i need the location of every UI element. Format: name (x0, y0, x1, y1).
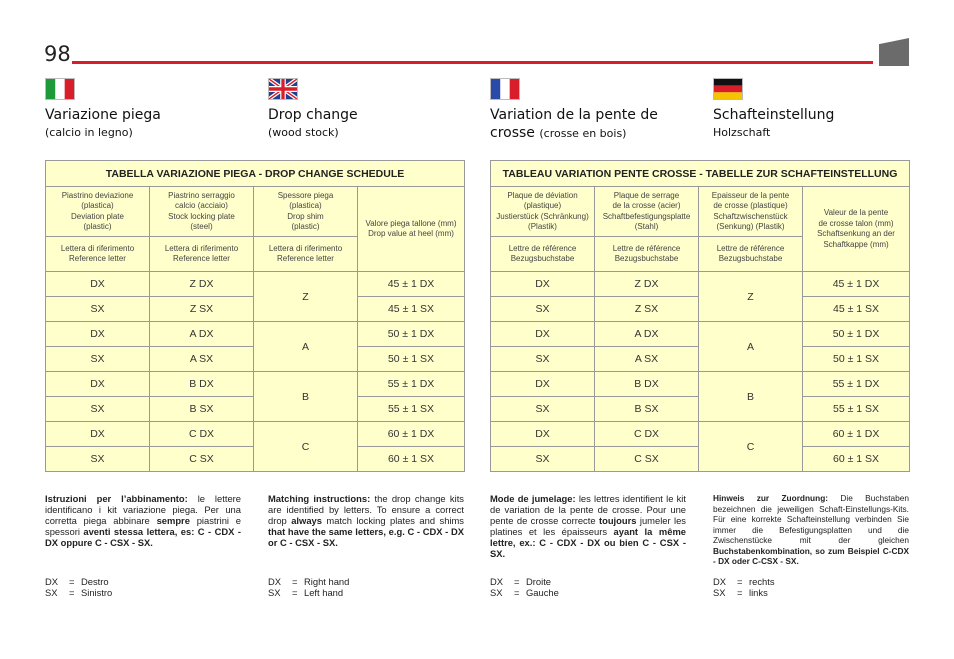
table-row (491, 272, 910, 297)
note-bold-text: Hinweis zur Zuordnung: (713, 493, 829, 503)
drop-value-cell: 50 ± 1 DX (358, 322, 465, 347)
deviation-plate-cell: SX (46, 397, 150, 422)
table-title-row (46, 161, 465, 187)
column-header-4 (803, 187, 910, 272)
locking-plate-cell: C DX (595, 422, 699, 447)
table-row (491, 422, 910, 447)
note-bold-text: toujours (598, 515, 637, 526)
reference-letter-header (254, 237, 358, 272)
locking-plate-cell: A SX (150, 347, 254, 372)
instructions-en (268, 493, 464, 548)
note-text: Die Buchstaben bezeichnen die jeweiligen Schaft-Einstellungs-Kits. Für eine korrekte Schafteinstellung verbinden Sie immer die Befestigungsplatten und die Zwischenstücke mit der gleichen (713, 493, 909, 545)
deviation-plate-cell: SX (46, 347, 150, 372)
column-header-line: Plaque de déviation (507, 190, 578, 200)
drop-value-cell: 45 ± 1 DX (803, 272, 910, 297)
reference-letter-line: Lettre de référence (716, 243, 785, 253)
note-bold-text: Mode de jumelage: (490, 493, 576, 504)
deviation-plate-cell: SX (491, 397, 595, 422)
legend-value: Right hand (304, 576, 350, 587)
reference-letter-line: Lettera di riferimento (268, 243, 343, 253)
shim-letter-cell: B (699, 372, 803, 422)
locking-plate-cell: C DX (150, 422, 254, 447)
reference-letter-line: Bezugsbuchstabe (718, 254, 783, 263)
table-row (491, 372, 910, 397)
deviation-plate-cell: SX (491, 347, 595, 372)
italy-flag-icon (45, 78, 75, 100)
title-fr-sub: (crosse en bois) (539, 127, 627, 140)
reference-letter-header (595, 237, 699, 272)
table-header-row (491, 187, 910, 237)
legend-fr (490, 576, 559, 598)
page-number: 98 (44, 42, 71, 66)
column-header-line: Piastrino serraggio (168, 190, 235, 200)
deviation-plate-cell: DX (46, 322, 150, 347)
legend-row (268, 587, 349, 598)
table-title: TABELLA VARIAZIONE PIEGA - DROP CHANGE SCHEDULE (46, 161, 465, 187)
france-flag-icon (490, 78, 520, 100)
drop-value-cell: 60 ± 1 DX (358, 422, 465, 447)
column-header-line: Valeur de la pente (823, 208, 889, 217)
title-it-main: Variazione piega (45, 107, 161, 123)
table-row (46, 372, 465, 397)
table-row (491, 322, 910, 347)
title-de (713, 106, 834, 142)
shim-letter-cell: C (699, 422, 803, 472)
locking-plate-cell: B DX (150, 372, 254, 397)
shim-letter-cell: Z (699, 272, 803, 322)
title-en (268, 106, 358, 142)
column-header-line: Stock locking plate (168, 211, 235, 221)
column-header-line: (steel) (190, 222, 213, 231)
shim-letter-cell: Z (254, 272, 358, 322)
legend-key: SX (713, 587, 726, 598)
reference-letter-line: Reference letter (173, 254, 230, 263)
drop-value-cell: 60 ± 1 SX (803, 447, 910, 472)
column-header-line: Plaque de serrage (613, 190, 680, 200)
drop-value-cell: 50 ± 1 SX (803, 347, 910, 372)
drop-value-cell: 60 ± 1 DX (803, 422, 910, 447)
instructions-fr (490, 493, 686, 559)
drop-value-cell: 45 ± 1 SX (803, 297, 910, 322)
locking-plate-cell: B SX (595, 397, 699, 422)
deviation-plate-cell: DX (46, 422, 150, 447)
instructions-it (45, 493, 241, 548)
note-bold-text: aventi stessa lettera, es: C - CDX - DX oppure C - CSX - SX. (45, 526, 241, 548)
locking-plate-cell: Z DX (150, 272, 254, 297)
legend-equals: = (69, 587, 75, 598)
note-text: piastrini e spessori (45, 515, 241, 537)
legend-equals: = (737, 576, 743, 587)
table-title-row (491, 161, 910, 187)
legend-value: rechts (749, 576, 775, 587)
legend-row (490, 587, 559, 598)
drop-value-cell: 60 ± 1 SX (358, 447, 465, 472)
title-it (45, 106, 161, 142)
column-header-3 (254, 187, 358, 237)
legend-row (490, 576, 559, 587)
shim-letter-cell: A (699, 322, 803, 372)
table-row (46, 422, 465, 447)
note-bold-text: ayant la même lettre, ex.: C - CDX - DX ou bien C - CSX - SX. (490, 526, 686, 559)
column-header-line: calcio (acciaio) (175, 201, 228, 210)
column-header-3 (699, 187, 803, 237)
deviation-plate-cell: SX (46, 297, 150, 322)
legend-key: DX (45, 576, 59, 587)
locking-plate-cell: Z DX (595, 272, 699, 297)
note-text: match locking plates and shims (321, 515, 464, 526)
locking-plate-cell: A DX (150, 322, 254, 347)
title-en-sub: (wood stock) (268, 126, 339, 139)
column-header-line: Schaftsenkung an der (817, 229, 895, 238)
deviation-plate-cell: DX (46, 272, 150, 297)
column-header-1 (46, 187, 150, 237)
drop-value-cell: 55 ± 1 SX (358, 397, 465, 422)
column-header-line: (Stahl) (634, 222, 659, 231)
legend-equals: = (292, 587, 298, 598)
reference-letter-line: Lettre de référence (508, 243, 577, 253)
drop-value-cell: 45 ± 1 DX (358, 272, 465, 297)
legend-equals: = (514, 587, 520, 598)
column-header-2 (150, 187, 254, 237)
legend-value: Destro (81, 576, 109, 587)
locking-plate-cell: B DX (595, 372, 699, 397)
legend-key: DX (268, 576, 282, 587)
locking-plate-cell: C SX (595, 447, 699, 472)
legend-key: DX (490, 576, 504, 587)
legend-it (45, 576, 112, 598)
drop-change-table-it-en (45, 160, 465, 472)
title-de-sub: Holzschaft (713, 126, 771, 139)
legend-key: SX (45, 587, 58, 598)
locking-plate-cell: B SX (150, 397, 254, 422)
shim-letter-cell: C (254, 422, 358, 472)
column-header-line: (plastica) (81, 201, 114, 210)
reference-letter-header (699, 237, 803, 272)
deviation-plate-cell: SX (491, 447, 595, 472)
reference-letter-header (46, 237, 150, 272)
title-it-sub: (calcio in legno) (45, 126, 133, 139)
column-header-line: Drop shim (287, 211, 324, 221)
column-header-line: Epaisseur de la pente (711, 190, 790, 200)
legend-key: SX (490, 587, 503, 598)
deviation-plate-cell: DX (491, 422, 595, 447)
legend-row (713, 576, 775, 587)
locking-plate-cell: A SX (595, 347, 699, 372)
legend-value: Sinistro (81, 587, 113, 598)
legend-value: links (749, 587, 768, 598)
note-bold-text: Buchstabenkombination, so zum Beispiel C-CDX - DX oder C-CSX - SX. (713, 545, 909, 566)
locking-plate-cell: C SX (150, 447, 254, 472)
legend-value: Left hand (304, 587, 344, 598)
legend-row (45, 576, 112, 587)
legend-value: Gauche (526, 587, 559, 598)
drop-value-cell: 50 ± 1 DX (803, 322, 910, 347)
column-header-line: Drop value at heel (mm) (368, 229, 454, 238)
note-bold-text: that have the same letters, e.g. C - CDX - DX or C - CSX - SX. (268, 526, 464, 548)
legend-de (713, 576, 775, 598)
column-header-1 (491, 187, 595, 237)
corner-tab (879, 38, 909, 66)
column-header-line: Spessore piega (277, 190, 334, 200)
reference-letter-header (491, 237, 595, 272)
deviation-plate-cell: SX (491, 297, 595, 322)
reference-letter-line: Reference letter (277, 254, 334, 263)
legend-key: DX (713, 576, 727, 587)
column-header-line: (plastica) (289, 201, 322, 210)
header-rule (72, 61, 873, 64)
column-header-line: Deviation plate (71, 211, 124, 221)
column-header-line: (Senkung) (Plastik) (716, 222, 785, 231)
reference-letter-line: Bezugsbuchstabe (614, 254, 679, 263)
column-header-2 (595, 187, 699, 237)
note-bold-text: sempre (156, 515, 190, 526)
table-row (46, 322, 465, 347)
legend-row (45, 587, 112, 598)
shim-letter-cell: A (254, 322, 358, 372)
deviation-plate-cell: SX (46, 447, 150, 472)
column-header-line: de crosse talon (mm) (818, 218, 894, 228)
drop-value-cell: 55 ± 1 DX (803, 372, 910, 397)
reference-letter-header (150, 237, 254, 272)
legend-value: Droite (526, 576, 552, 587)
drop-value-cell: 50 ± 1 SX (358, 347, 465, 372)
note-bold-text: always (291, 515, 322, 526)
drop-change-table-fr-de (490, 160, 910, 472)
legend-equals: = (514, 576, 520, 587)
reference-letter-line: Reference letter (69, 254, 126, 263)
legend-equals: = (737, 587, 743, 598)
deviation-plate-cell: DX (491, 272, 595, 297)
deviation-plate-cell: DX (491, 372, 595, 397)
title-fr (490, 106, 658, 143)
column-header-line: Valore piega tallone (mm) (365, 218, 457, 228)
legend-row (268, 576, 349, 587)
reference-letter-line: Bezugsbuchstabe (510, 254, 575, 263)
drop-value-cell: 55 ± 1 SX (803, 397, 910, 422)
title-de-main: Schafteinstellung (713, 107, 835, 123)
title-fr-main-2: crosse (490, 125, 535, 141)
note-text: les lettres identifient le kit de variation de la pente de crosse. Pour une pente de crosse correcte (490, 493, 686, 526)
column-header-line: Schaftkappe (mm) (823, 239, 889, 249)
column-header-line: Schaftzwischenstück (713, 211, 788, 221)
locking-plate-cell: A DX (595, 322, 699, 347)
legend-equals: = (292, 576, 298, 587)
column-header-line: (plastic) (83, 222, 112, 231)
uk-flag-icon (268, 78, 298, 100)
reference-letter-line: Lettera di riferimento (60, 243, 135, 253)
note-text: le lettere identificano i kit variazione piega. Per una corretta piega abbinare (45, 493, 241, 526)
column-header-line: (Plastik) (528, 222, 557, 231)
drop-value-cell: 55 ± 1 DX (358, 372, 465, 397)
locking-plate-cell: Z SX (150, 297, 254, 322)
legend-row (713, 587, 775, 598)
note-bold-text: Istruzioni per l’abbinamento: (45, 493, 188, 504)
column-header-line: Schaftbefestigungsplatte (602, 211, 691, 221)
instructions-de (713, 493, 909, 567)
column-header-line: (plastic) (291, 222, 320, 231)
legend-key: SX (268, 587, 281, 598)
table-title: TABLEAU VARIATION PENTE CROSSE - TABELLE ZUR SCHAFTEINSTELLUNG (491, 161, 910, 187)
column-header-4 (358, 187, 465, 272)
germany-flag-icon (713, 78, 743, 100)
shim-letter-cell: B (254, 372, 358, 422)
column-header-line: de la crosse (acier) (612, 201, 681, 210)
title-en-main: Drop change (268, 107, 358, 123)
legend-equals: = (69, 576, 75, 587)
locking-plate-cell: Z SX (595, 297, 699, 322)
note-bold-text: Matching instructions: (268, 493, 371, 504)
reference-letter-line: Lettera di riferimento (164, 243, 239, 253)
legend-en (268, 576, 349, 598)
title-fr-main: Variation de la pente de (490, 107, 658, 123)
table-header-row (46, 187, 465, 237)
drop-value-cell: 45 ± 1 SX (358, 297, 465, 322)
deviation-plate-cell: DX (491, 322, 595, 347)
column-header-line: Piastrino deviazione (61, 190, 134, 200)
deviation-plate-cell: DX (46, 372, 150, 397)
table-row (46, 272, 465, 297)
column-header-line: Justierstück (Schränkung) (496, 211, 589, 221)
reference-letter-line: Lettre de référence (612, 243, 681, 253)
note-text: the drop change kits are identified by letters. To ensure a correct drop (268, 493, 464, 526)
column-header-line: (plastique) (523, 201, 562, 210)
column-header-line: de crosse (plastique) (713, 201, 788, 210)
note-text: jumeler les platines et les épaisseurs (490, 515, 686, 537)
